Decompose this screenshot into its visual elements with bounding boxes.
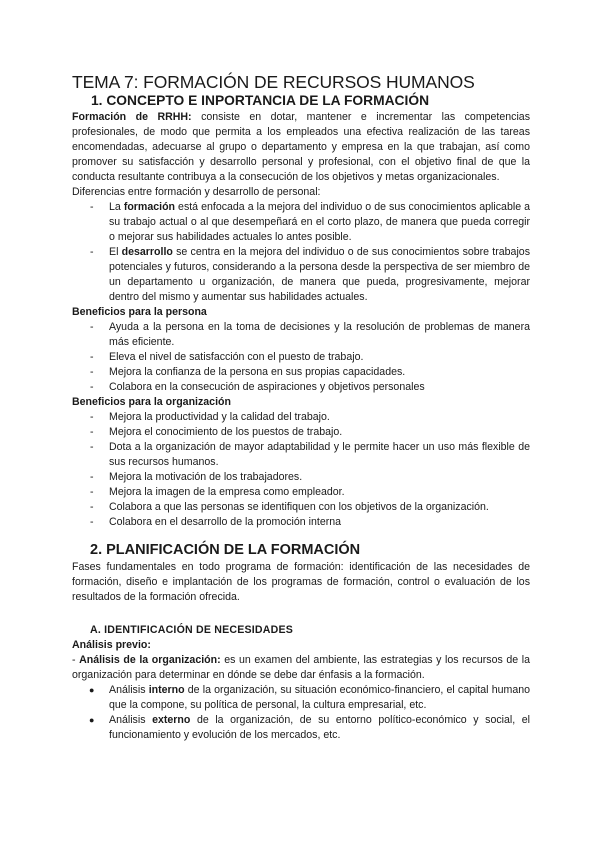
list-item: ● Análisis externo de la organización, de su entorno político-económico y social, el funcionamiento y evolución de los mercados, etc. [89, 714, 530, 741]
list-item: - La formación está enfocada a la mejora del individuo o de sus conocimientos aplicable a su trabajo actual o al que desempeñará en el corto plazo, de manera que pueda corregir o mejorar sus habilidades actuales lo antes posible. [90, 201, 530, 243]
document-page [72, 72, 530, 743]
previous-analysis-heading: Análisis previo: [72, 639, 151, 651]
org-analysis-label: Análisis de la organización: [79, 654, 221, 666]
list-item: - Mejora la motivación de los trabajadores. [90, 471, 303, 483]
list-item: ● Análisis interno de la organización, su situación económico-financiero, el capital humano que la compone, su política de personal, la cultura empresarial, etc. [89, 684, 530, 711]
definition-label: Formación de RRHH: [72, 111, 192, 123]
analysis-bullet-list [72, 683, 530, 743]
dash-marker: - [90, 516, 94, 528]
dash-marker: - [90, 201, 94, 213]
dash-marker: - [90, 411, 94, 423]
dash-marker: - [90, 351, 94, 363]
person-benefits-heading: Beneficios para la persona [72, 306, 207, 318]
definition-paragraph [72, 110, 530, 185]
section-1-heading: 1. CONCEPTO E INPORTANCIA DE LA FORMACIÓN [91, 93, 430, 108]
dash-marker: - [90, 381, 94, 393]
planning-intro: Fases fundamentales en todo programa de formación: identificación de las necesidades de formación, diseño e implantación de los programas de formación, control o evaluación de los resultados de la formación ofrecida. [72, 561, 530, 603]
list-item: - Eleva el nivel de satisfacción con el puesto de trabajo. [90, 351, 364, 363]
list-item: - Mejora la productividad y la calidad del trabajo. [90, 411, 330, 423]
differences-intro: Diferencias entre formación y desarrollo de personal: [72, 186, 321, 198]
list-item: - Dota a la organización de mayor adaptabilidad y le permite hacer un uso más flexible de sus recursos humanos. [90, 441, 530, 468]
list-item: - Mejora la imagen de la empresa como empleador. [90, 486, 345, 498]
page-title: TEMA 7: FORMACIÓN DE RECURSOS HUMANOS [72, 72, 475, 92]
dash-marker: - [90, 321, 94, 333]
dash-marker: - [90, 246, 94, 258]
list-item: - Colabora en la consecución de aspiraciones y objetivos personales [90, 381, 425, 393]
org-benefits-heading: Beneficios para la organización [72, 396, 231, 408]
list-item: - El desarrollo se centra en la mejora del individuo o de sus conocimientos sobre trabajos potenciales y futuros, considerando a la persona desde la perspectiva de ser miembro de un departamento u organización, de manera que pueda, progresivamente, mejorar dentro del mismo y aumentar sus habilidades actuales. [90, 246, 530, 303]
list-item: - Colabora a que las personas se identifiquen con los objetivos de la organización. [90, 501, 489, 513]
subsection-a-heading: A. IDENTIFICACIÓN DE NECESIDADES [90, 624, 293, 636]
dash-marker: - [90, 366, 94, 378]
bullet-marker: ● [89, 715, 95, 725]
list-item: - Colabora en el desarrollo de la promoción interna [90, 516, 342, 528]
person-benefits-list [72, 320, 530, 395]
org-analysis-paragraph: - Análisis de la organización: es un examen del ambiente, las estrategias y los recursos de la organización para determinar en dónde se debe dar énfasis a la formación. [72, 654, 530, 681]
list-item: - Ayuda a la persona en la toma de decisiones y la resolución de problemas de manera más eficiente. [90, 321, 530, 348]
section-2-heading: 2. PLANIFICACIÓN DE LA FORMACIÓN [90, 542, 361, 558]
definition-text: consiste en dotar, mantener e incrementar las competencias profesionales, de modo que permita a los empleados una efectiva realización de las tareas encomendadas, adecuarse al grupo o departamento y empresa en la que trabajan, así como promover su satisfacción y desarrollo personal y profesional, con el objetivo final de que la conducta resultante contribuya a la consecución de los objetivos y metas organizacionales. [72, 111, 530, 183]
list-item: - Mejora la confianza de la persona en sus propias capacidades. [90, 366, 406, 378]
dash-marker: - [90, 426, 94, 438]
dash-marker: - [90, 501, 94, 513]
dash-marker: - [90, 486, 94, 498]
dash-marker: - [90, 441, 94, 453]
differences-list [72, 200, 530, 305]
bullet-marker: ● [89, 685, 95, 695]
org-benefits-list [72, 410, 530, 530]
dash-marker: - [90, 471, 94, 483]
list-item: - Mejora el conocimiento de los puestos de trabajo. [90, 426, 343, 438]
